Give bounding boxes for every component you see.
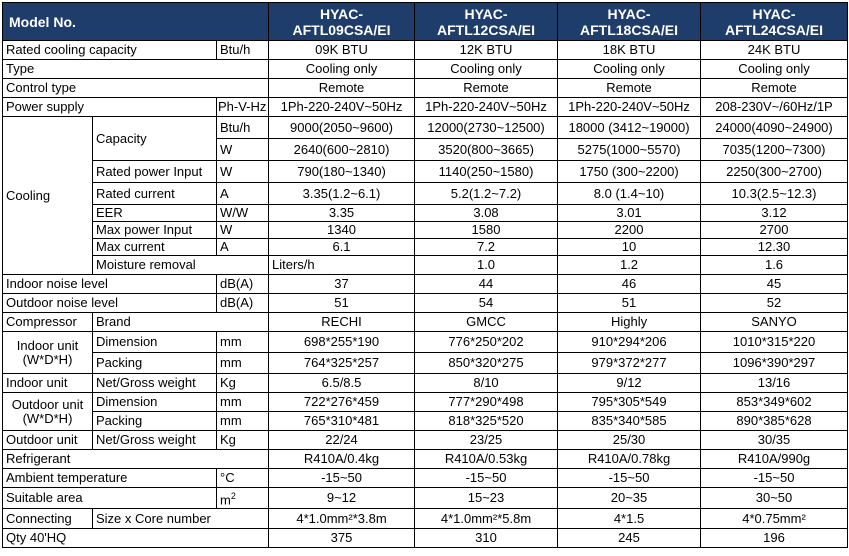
cell: Cooling only bbox=[558, 60, 701, 79]
row-label: Outdoor unit bbox=[3, 431, 93, 450]
row-outdoor-noise bbox=[3, 294, 848, 313]
cell: 910*294*206 bbox=[558, 332, 701, 353]
row-indoor-weight bbox=[3, 374, 848, 393]
cell: 7035(1200~7300) bbox=[701, 139, 848, 161]
row-label: Indoor unit bbox=[3, 374, 93, 393]
cell: 698*255*190 bbox=[269, 332, 415, 353]
row-qty-40hq bbox=[3, 529, 848, 548]
row-label: Ambient temperature bbox=[3, 469, 217, 488]
cell: RECHI bbox=[269, 313, 415, 332]
cell: 12.30 bbox=[701, 239, 848, 256]
cell: R410A/0.4kg bbox=[269, 450, 415, 469]
row-label: Compressor bbox=[3, 313, 93, 332]
row-label: Max current bbox=[93, 239, 217, 256]
row-unit: mm bbox=[217, 412, 269, 431]
cell: 25/30 bbox=[558, 431, 701, 450]
cell: 2640(600~2810) bbox=[269, 139, 415, 161]
row-unit: A bbox=[217, 239, 269, 256]
cell: 776*250*202 bbox=[415, 332, 558, 353]
cell: 1Ph-220-240V~50Hz bbox=[558, 98, 701, 117]
row-label: Qty 40'HQ bbox=[3, 529, 269, 548]
cell: 46 bbox=[558, 275, 701, 294]
cell: 6.5/8.5 bbox=[269, 374, 415, 393]
row-label: Dimension bbox=[93, 393, 217, 412]
row-suitable-area bbox=[3, 488, 848, 509]
cell: 13/16 bbox=[701, 374, 848, 393]
row-label: Rated current bbox=[93, 183, 217, 205]
row-unit: Liters/h bbox=[269, 256, 415, 275]
row-label: Power supply bbox=[3, 98, 217, 117]
row-sublabel: Net/Gross weight bbox=[93, 374, 217, 393]
cell: 4*1.0mm²*3.8m bbox=[269, 509, 415, 529]
cell: 8.0 (1.4~10) bbox=[558, 183, 701, 205]
row-unit: Ph-V-Hz bbox=[217, 98, 269, 117]
cell: Remote bbox=[269, 79, 415, 98]
cell: -15~50 bbox=[558, 469, 701, 488]
row-unit: dB(A) bbox=[217, 294, 269, 313]
row-indoor-packing bbox=[3, 353, 848, 374]
cell: 24000(4090~24900) bbox=[701, 117, 848, 139]
row-unit: Btu/h bbox=[217, 41, 269, 60]
row-label: Rated power Input bbox=[93, 161, 217, 183]
cell: R410A/990g bbox=[701, 450, 848, 469]
cell: Remote bbox=[701, 79, 848, 98]
cell: 9/12 bbox=[558, 374, 701, 393]
cell: 1.6 bbox=[701, 256, 848, 275]
cell: 1.2 bbox=[558, 256, 701, 275]
cell: 4*1.0mm²*5.8m bbox=[415, 509, 558, 529]
header-row bbox=[3, 3, 848, 41]
cell: 3520(800~3665) bbox=[415, 139, 558, 161]
row-unit: mm bbox=[217, 353, 269, 374]
cell: 853*349*602 bbox=[701, 393, 848, 412]
cell: 208-230V~/60Hz/1P bbox=[701, 98, 848, 117]
cell: 51 bbox=[269, 294, 415, 313]
cell: 20~35 bbox=[558, 488, 701, 509]
cell: 44 bbox=[415, 275, 558, 294]
row-unit: mm bbox=[217, 393, 269, 412]
cell: 795*305*549 bbox=[558, 393, 701, 412]
cell: 764*325*257 bbox=[269, 353, 415, 374]
cell: 1096*390*297 bbox=[701, 353, 848, 374]
row-indoor-noise bbox=[3, 275, 848, 294]
cell: Remote bbox=[415, 79, 558, 98]
row-outdoor-dimension bbox=[3, 393, 848, 412]
row-control-type bbox=[3, 79, 848, 98]
cell: 8/10 bbox=[415, 374, 558, 393]
cell: 1010*315*220 bbox=[701, 332, 848, 353]
row-label: Rated cooling capacity bbox=[3, 41, 217, 60]
cell: 2700 bbox=[701, 222, 848, 239]
cell: 15~23 bbox=[415, 488, 558, 509]
row-max-current bbox=[3, 239, 848, 256]
row-unit: $m^2$ bbox=[217, 488, 269, 509]
row-unit: mm bbox=[217, 332, 269, 353]
outdoor-unit-label: Outdoor unit (W*D*H) bbox=[3, 393, 93, 431]
cell: 51 bbox=[558, 294, 701, 313]
row-connecting bbox=[3, 509, 848, 529]
cell: 979*372*277 bbox=[558, 353, 701, 374]
cell: 12K BTU bbox=[415, 41, 558, 60]
cell: 5275(1000~5570) bbox=[558, 139, 701, 161]
row-type bbox=[3, 60, 848, 79]
cell: 3.08 bbox=[415, 205, 558, 222]
cell: 30~50 bbox=[701, 488, 848, 509]
cell: 850*320*275 bbox=[415, 353, 558, 374]
model-header: HYAC- AFTL24CSA/EI bbox=[701, 3, 848, 41]
row-label: Refrigerant bbox=[3, 450, 269, 469]
row-sublabel: Size x Core number bbox=[93, 509, 269, 529]
cell: Highly bbox=[558, 313, 701, 332]
row-unit: Btu/h bbox=[217, 117, 269, 139]
cell: 245 bbox=[558, 529, 701, 548]
row-label: Control type bbox=[3, 79, 269, 98]
cell: 4*1.5 bbox=[558, 509, 701, 529]
cell: R410A/0.78kg bbox=[558, 450, 701, 469]
cell: 1580 bbox=[415, 222, 558, 239]
row-unit: °C bbox=[217, 469, 269, 488]
cell: -15~50 bbox=[701, 469, 848, 488]
cell: 5.2(1.2~7.2) bbox=[415, 183, 558, 205]
row-capacity-btu bbox=[3, 117, 848, 139]
cell: 2250(300~2700) bbox=[701, 161, 848, 183]
cell: SANYO bbox=[701, 313, 848, 332]
row-sublabel: Brand bbox=[93, 313, 269, 332]
row-label: Indoor noise level bbox=[3, 275, 217, 294]
cell: 890*385*628 bbox=[701, 412, 848, 431]
cell: 37 bbox=[269, 275, 415, 294]
cell: 45 bbox=[701, 275, 848, 294]
cell: 10 bbox=[558, 239, 701, 256]
cell: 1340 bbox=[269, 222, 415, 239]
cell: 818*325*520 bbox=[415, 412, 558, 431]
row-refrigerant bbox=[3, 450, 848, 469]
row-outdoor-packing bbox=[3, 412, 848, 431]
cell: 196 bbox=[701, 529, 848, 548]
cell: 52 bbox=[701, 294, 848, 313]
cell: 1140(250~1580) bbox=[415, 161, 558, 183]
cell: 10.3(2.5~12.3) bbox=[701, 183, 848, 205]
row-unit: A bbox=[217, 183, 269, 205]
row-label: Max power Input bbox=[93, 222, 217, 239]
cell: 3.12 bbox=[701, 205, 848, 222]
spec-table bbox=[2, 2, 848, 548]
cell: 777*290*498 bbox=[415, 393, 558, 412]
row-rated-capacity bbox=[3, 41, 848, 60]
cell: 23/25 bbox=[415, 431, 558, 450]
row-rated-power bbox=[3, 161, 848, 183]
row-label: EER bbox=[93, 205, 217, 222]
cell: 722*276*459 bbox=[269, 393, 415, 412]
cell: R410A/0.53kg bbox=[415, 450, 558, 469]
row-label: Connecting bbox=[3, 509, 93, 529]
cell: Remote bbox=[558, 79, 701, 98]
row-label: Packing bbox=[93, 353, 217, 374]
row-ambient-temperature bbox=[3, 469, 848, 488]
row-label: Moisture removal bbox=[93, 256, 269, 275]
row-outdoor-weight bbox=[3, 431, 848, 450]
row-unit: Kg bbox=[217, 374, 269, 393]
cell: 310 bbox=[415, 529, 558, 548]
row-indoor-dimension bbox=[3, 332, 848, 353]
cell: 765*310*481 bbox=[269, 412, 415, 431]
cell: 30/35 bbox=[701, 431, 848, 450]
row-label: Type bbox=[3, 60, 269, 79]
row-label: Packing bbox=[93, 412, 217, 431]
cell: 835*340*585 bbox=[558, 412, 701, 431]
cell: 1750 (300~2200) bbox=[558, 161, 701, 183]
row-moisture-removal bbox=[3, 256, 848, 275]
row-unit: W bbox=[217, 222, 269, 239]
cell: 24K BTU bbox=[701, 41, 848, 60]
cell: 22/24 bbox=[269, 431, 415, 450]
row-compressor bbox=[3, 313, 848, 332]
row-power-supply bbox=[3, 98, 848, 117]
cell: Cooling only bbox=[701, 60, 848, 79]
cell: -15~50 bbox=[269, 469, 415, 488]
row-label: Outdoor noise level bbox=[3, 294, 217, 313]
cell: 4*0.75mm² bbox=[701, 509, 848, 529]
row-max-power bbox=[3, 222, 848, 239]
cell: 6.1 bbox=[269, 239, 415, 256]
model-no-label: Model No. bbox=[3, 3, 269, 41]
model-header: HYAC- AFTL18CSA/EI bbox=[558, 3, 701, 41]
cooling-group-label: Cooling bbox=[3, 117, 93, 275]
cell: 18K BTU bbox=[558, 41, 701, 60]
row-unit: W bbox=[217, 139, 269, 161]
cell: 2200 bbox=[558, 222, 701, 239]
row-label: Suitable area bbox=[3, 488, 217, 509]
row-label: Dimension bbox=[93, 332, 217, 353]
row-unit: W bbox=[217, 161, 269, 183]
capacity-label: Capacity bbox=[93, 117, 217, 161]
cell: 12000(2730~12500) bbox=[415, 117, 558, 139]
cell: 9~12 bbox=[269, 488, 415, 509]
model-header: HYAC- AFTL09CSA/EI bbox=[269, 3, 415, 41]
cell: GMCC bbox=[415, 313, 558, 332]
cell: 3.35(1.2~6.1) bbox=[269, 183, 415, 205]
cell: 9000(2050~9600) bbox=[269, 117, 415, 139]
cell: 54 bbox=[415, 294, 558, 313]
model-header: HYAC- AFTL12CSA/EI bbox=[415, 3, 558, 41]
row-unit: Kg bbox=[217, 431, 269, 450]
cell: 09K BTU bbox=[269, 41, 415, 60]
indoor-unit-label: Indoor unit (W*D*H) bbox=[3, 332, 93, 374]
cell: 3.01 bbox=[558, 205, 701, 222]
cell: 1.0 bbox=[415, 256, 558, 275]
cell: 790(180~1340) bbox=[269, 161, 415, 183]
cell: 18000 (3412~19000) bbox=[558, 117, 701, 139]
cell: Cooling only bbox=[415, 60, 558, 79]
row-unit: dB(A) bbox=[217, 275, 269, 294]
row-unit: W/W bbox=[217, 205, 269, 222]
cell: 1Ph-220-240V~50Hz bbox=[415, 98, 558, 117]
row-sublabel: Net/Gross weight bbox=[93, 431, 217, 450]
row-rated-current bbox=[3, 183, 848, 205]
cell: 375 bbox=[269, 529, 415, 548]
cell: Cooling only bbox=[269, 60, 415, 79]
cell: 1Ph-220-240V~50Hz bbox=[269, 98, 415, 117]
row-eer bbox=[3, 205, 848, 222]
cell: 7.2 bbox=[415, 239, 558, 256]
cell: 3.35 bbox=[269, 205, 415, 222]
cell: -15~50 bbox=[415, 469, 558, 488]
